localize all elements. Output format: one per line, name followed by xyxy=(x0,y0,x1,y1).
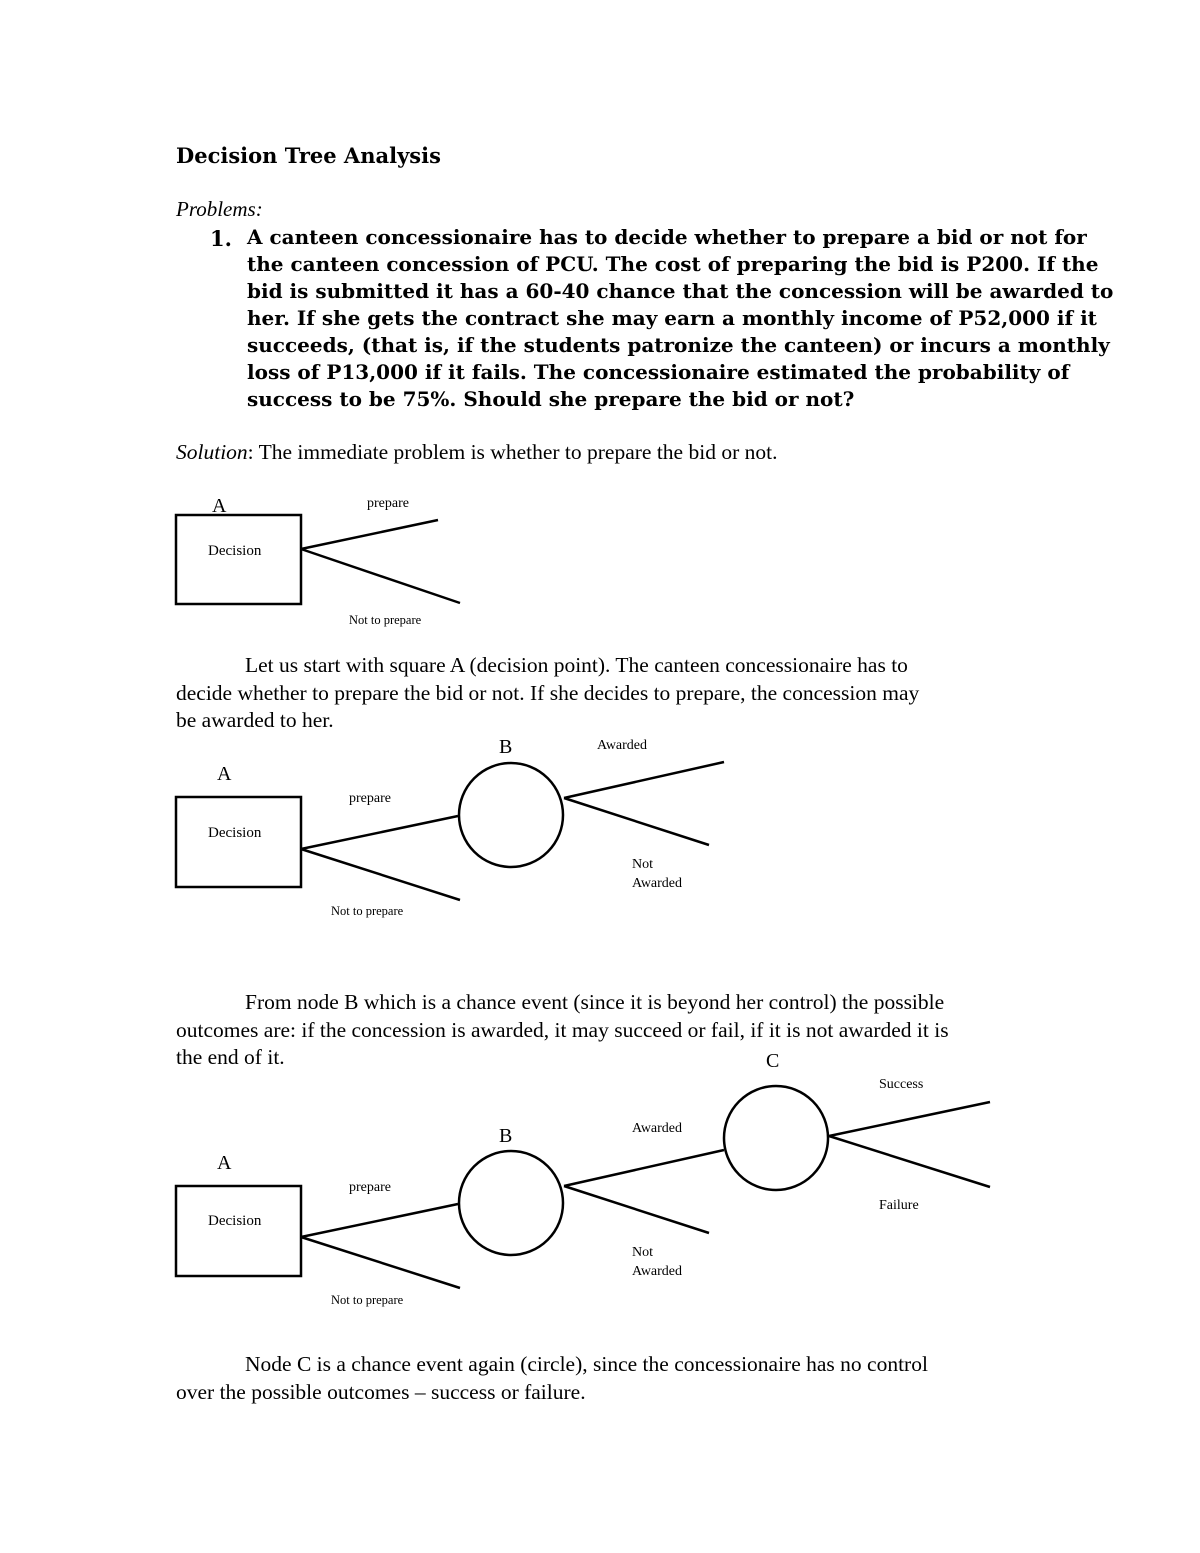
prepare-branch xyxy=(301,816,458,849)
problem-line: success to be 75%. Should she prepare the bid or not? xyxy=(247,387,855,411)
failure-label: Failure xyxy=(879,1198,919,1213)
decision-label: Decision xyxy=(208,543,262,559)
paragraph-line: be awarded to her. xyxy=(176,708,334,732)
page-title: Decision Tree Analysis xyxy=(176,143,441,168)
chance-node-b xyxy=(459,1151,563,1255)
success-label: Success xyxy=(879,1077,924,1092)
decision-node-a xyxy=(176,797,301,887)
awarded-2-label: Awarded xyxy=(632,1264,683,1279)
not-prepare-branch xyxy=(301,1237,460,1288)
diagram-1 xyxy=(176,495,460,627)
awarded-branch xyxy=(564,762,724,798)
not-to-prepare-label: Not to prepare xyxy=(331,904,404,918)
paragraph-line: over the possible outcomes – success or failure. xyxy=(176,1379,586,1404)
not-prepare-branch xyxy=(301,849,460,900)
awarded-2-label: Awarded xyxy=(632,876,683,891)
node-a-label: A xyxy=(217,763,232,785)
paragraph-line: Node C is a chance event again (circle), since the concessionaire has no control xyxy=(245,1352,928,1376)
prepare-branch xyxy=(301,520,438,549)
not-awarded-branch xyxy=(564,1186,709,1233)
problem-line: her. If she gets the contract she may earn a monthly income of P52,000 if it xyxy=(247,306,1097,330)
not-label: Not xyxy=(632,1245,653,1260)
prepare-label: prepare xyxy=(349,791,391,806)
prepare-label: prepare xyxy=(367,496,409,511)
chance-node-c xyxy=(724,1086,828,1190)
awarded-label: Awarded xyxy=(597,738,648,753)
problem-line: loss of P13,000 if it fails. The concessionaire estimated the probability of xyxy=(247,360,1070,384)
paragraph-line: From node B which is a chance event (since it is beyond her control) the possible xyxy=(245,990,945,1014)
paragraph-line: decide whether to prepare the bid or not. If she decides to prepare, the concession may xyxy=(176,680,920,705)
prepare-branch xyxy=(301,1204,458,1237)
solution-text: : The immediate problem is whether to prepare the bid or not. xyxy=(247,440,778,464)
decision-label: Decision xyxy=(208,825,262,841)
problem-line: the canteen concession of PCU. The cost of preparing the bid is P200. If the xyxy=(247,252,1099,276)
solution-label: Solution xyxy=(176,440,248,464)
paragraph-line: outcomes are: if the concession is awarded, it may succeed or fail, if it is not awarded it is xyxy=(176,1017,949,1042)
decision-node-a xyxy=(176,1186,301,1276)
chance-node-b xyxy=(459,763,563,867)
node-a-label: A xyxy=(217,1152,232,1174)
failure-branch xyxy=(829,1136,990,1187)
node-c-label: C xyxy=(766,1050,780,1072)
not-to-prepare-label: Not to prepare xyxy=(349,613,422,627)
not-awarded-branch xyxy=(564,798,709,845)
success-branch xyxy=(829,1102,990,1136)
awarded-branch xyxy=(564,1150,724,1186)
prepare-label: prepare xyxy=(349,1180,391,1195)
node-b-label: B xyxy=(499,1125,513,1147)
not-prepare-branch xyxy=(301,549,460,603)
decision-label: Decision xyxy=(208,1213,262,1229)
problem-number: 1. xyxy=(210,226,232,251)
awarded-label: Awarded xyxy=(632,1121,683,1136)
node-a-label: A xyxy=(212,495,227,517)
problem-line: succeeds, (that is, if the students patronize the canteen) or incurs a monthly xyxy=(247,333,1110,357)
decision-node-a xyxy=(176,515,301,604)
not-to-prepare-label: Not to prepare xyxy=(331,1293,404,1307)
problem-line: A canteen concessionaire has to decide whether to prepare a bid or not for xyxy=(247,225,1087,249)
diagram-2 xyxy=(176,736,724,918)
diagram-3 xyxy=(176,1050,990,1307)
problems-label: Problems xyxy=(176,197,256,221)
node-b-label: B xyxy=(499,736,513,758)
problem-line: bid is submitted it has a 60-40 chance that the concession will be awarded to xyxy=(247,279,1114,303)
problems-colon: : xyxy=(255,197,263,221)
not-label: Not xyxy=(632,857,653,872)
paragraph-line: Let us start with square A (decision point). The canteen concessionaire has to xyxy=(245,653,908,677)
paragraph-line: the end of it. xyxy=(176,1045,285,1069)
